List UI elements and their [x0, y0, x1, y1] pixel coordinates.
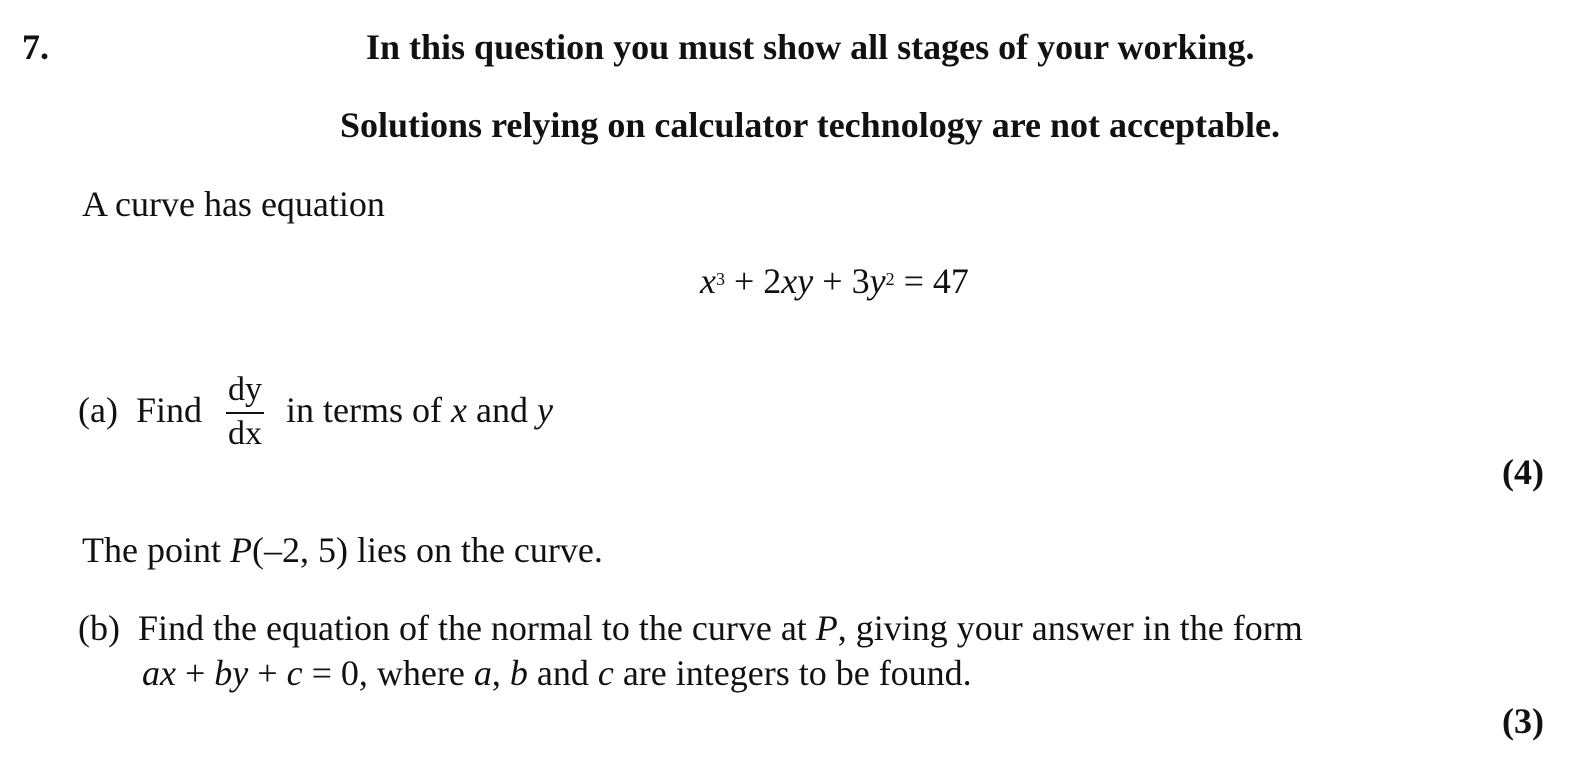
part-b-line1-post: , giving your answer in the form [837, 608, 1303, 648]
point-coords: (–2, 5) lies on the curve. [251, 530, 603, 570]
part-b-line-2 [142, 652, 972, 694]
point-statement [82, 529, 603, 571]
part-a-find: Find [135, 390, 202, 430]
part-b-a: a [473, 653, 492, 693]
eq-x: x [700, 261, 716, 301]
part-b-c2: c [597, 653, 614, 693]
eq-exp-2: 2 [885, 269, 895, 289]
eq-plus-2: + 2 [724, 261, 782, 301]
curve-equation [700, 260, 969, 302]
eq-exp-3: 3 [715, 269, 725, 289]
instruction-show-working: In this question you must show all stages of your working. [366, 27, 1255, 67]
part-b-line-1 [78, 607, 1303, 649]
part-b-P: P [815, 608, 838, 648]
dy-dx-fraction [226, 372, 264, 452]
part-b-plus-1: + [175, 653, 215, 693]
part-b-label: (b) [78, 608, 120, 648]
part-b-ax: ax [142, 653, 176, 693]
part-b-tail: are integers to be found. [613, 653, 972, 693]
part-a-y: y [536, 390, 553, 430]
point-P: P [229, 530, 252, 570]
part-a-marks: (4) [1502, 452, 1544, 492]
curve-intro-text: A curve has equation [82, 184, 385, 224]
part-b-marks: (3) [1502, 701, 1544, 741]
question-number: 7. [22, 27, 49, 67]
part-a-and: and [466, 390, 537, 430]
instruction-no-calculator: Solutions relying on calculator technology are not acceptable. [340, 105, 1280, 145]
fraction-denominator: dx [228, 415, 262, 452]
part-a-text: in terms of [286, 390, 451, 430]
part-b-comma: , [491, 653, 510, 693]
part-a-label: (a) [78, 390, 118, 430]
part-a [78, 370, 553, 450]
part-b-where: , where [358, 653, 474, 693]
eq-rhs: = 47 [894, 261, 969, 301]
part-b-line1-pre: Find the equation of the normal to the curve at [137, 608, 816, 648]
fraction-numerator: dy [226, 372, 264, 414]
part-b-plus-2: + [248, 653, 287, 693]
part-b-b: b [509, 653, 528, 693]
eq-xy: xy [781, 261, 814, 301]
part-b-and: and [527, 653, 598, 693]
point-pre: The point [82, 530, 230, 570]
part-b-eq0: = 0 [302, 653, 359, 693]
eq-y: y [869, 261, 886, 301]
part-b-by: by [214, 653, 249, 693]
eq-plus-3: + 3 [813, 261, 870, 301]
part-b-c: c [286, 653, 303, 693]
part-a-x: x [450, 390, 467, 430]
